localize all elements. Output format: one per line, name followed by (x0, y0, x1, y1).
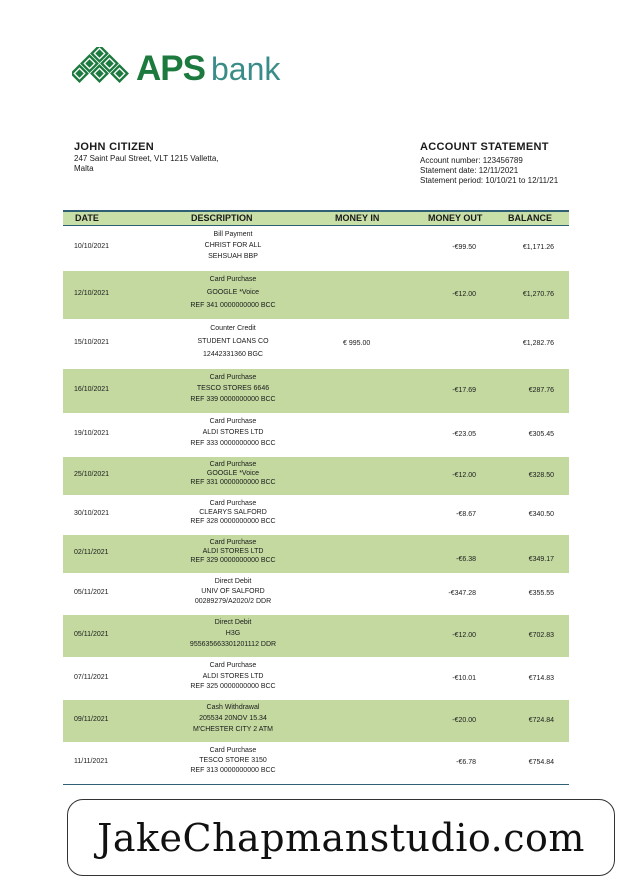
row-description-line: Card Purchase (209, 374, 257, 381)
transactions-table (63, 210, 569, 785)
aps-diamond-logo-icon (72, 47, 130, 91)
table-body (63, 226, 569, 784)
row-money-out: -€8.67 (456, 511, 476, 518)
row-date: 09/11/2021 (74, 716, 109, 723)
row-description-line: SEHSUAH BBP (208, 253, 258, 260)
row-balance: €702.83 (528, 632, 554, 639)
row-money-out: -€10.01 (452, 675, 476, 682)
row-description-line: GOOGLE *Voice (206, 470, 260, 477)
row-balance: €287.76 (528, 387, 554, 394)
table-row (63, 226, 569, 271)
header-description: DESCRIPTION (191, 213, 253, 223)
row-description-line: Card Purchase (209, 747, 257, 754)
row-description-line: Card Purchase (209, 461, 257, 468)
row-date: 10/10/2021 (74, 243, 110, 250)
header-balance: BALANCE (508, 213, 552, 223)
row-description-line: REF 331 0000000000 BCC (190, 479, 276, 486)
row-date: 12/10/2021 (74, 290, 110, 297)
row-description-line: REF 341 0000000000 BCC (190, 302, 276, 309)
table-row (63, 535, 569, 574)
row-description-line: CHRIST FOR ALL (204, 242, 262, 249)
row-money-out: -€99.50 (452, 244, 476, 251)
row-money-out: -€12.00 (452, 632, 476, 639)
row-description-line: Card Purchase (209, 276, 257, 283)
statement-title: ACCOUNT STATEMENT (420, 141, 549, 153)
row-balance: €724.84 (528, 717, 554, 724)
row-description-line: 12442331360 BGC (203, 351, 263, 358)
statement-date-row (420, 166, 558, 176)
statement-period-value: 10/10/21 to 12/11/21 (485, 176, 559, 185)
table-row (63, 369, 569, 414)
row-date: 15/10/2021 (74, 339, 110, 346)
row-description-line: Card Purchase (209, 539, 257, 546)
customer-address-line2: Malta (74, 164, 94, 173)
row-description-line: Card Purchase (209, 500, 257, 507)
row-balance: €340.50 (528, 511, 554, 518)
table-row (63, 320, 569, 369)
row-balance: €305.45 (528, 431, 554, 438)
row-description-line: Cash Withdrawal (206, 704, 260, 711)
header-date: DATE (75, 213, 99, 223)
row-money-out: -€12.00 (452, 472, 476, 479)
row-description-line: TESCO STORE 3150 (199, 757, 267, 764)
row-date: 19/10/2021 (74, 430, 110, 437)
row-date: 05/11/2021 (74, 589, 109, 596)
account-number-value: 123456789 (482, 156, 523, 165)
customer-address-line1: 247 Saint Paul Street, VLT 1215 Valletta, (74, 154, 219, 163)
account-number-row (420, 156, 558, 166)
row-description-line: TESCO STORES 6646 (196, 385, 270, 392)
row-balance: €1,270.76 (522, 291, 554, 298)
customer-name: JOHN CITIZEN (74, 141, 154, 153)
row-date: 30/10/2021 (74, 510, 110, 517)
row-money-out: -€17.69 (452, 387, 476, 394)
row-description-line: H3G (225, 630, 241, 637)
statement-info (420, 142, 558, 186)
row-description-line: GOOGLE *Voice (206, 289, 260, 296)
row-description-line: 205534 20NOV 15.34 (199, 715, 267, 722)
watermark-text: JakeChapmanstudio.com (97, 815, 585, 860)
row-date: 11/11/2021 (74, 758, 108, 765)
row-date: 25/10/2021 (74, 471, 110, 478)
row-money-out: -€6.78 (456, 759, 476, 766)
header-money-out: MONEY OUT (428, 213, 483, 223)
row-date: 05/11/2021 (74, 631, 109, 638)
row-description-line: 00289279/A2020/2 DDR (194, 598, 272, 605)
row-balance: €1,282.76 (522, 340, 554, 347)
bank-logo (72, 46, 280, 92)
table-row (63, 271, 569, 320)
row-description-line: REF 325 0000000000 BCC (190, 683, 276, 690)
row-date: 16/10/2021 (74, 386, 110, 393)
row-balance: €328.50 (528, 472, 554, 479)
row-description-line: REF 313 0000000000 BCC (190, 767, 276, 774)
row-description-line: CLEARYS SALFORD (199, 509, 267, 516)
table-row (63, 658, 569, 700)
row-description-line: Card Purchase (209, 662, 257, 669)
table-row (63, 414, 569, 457)
row-description-line: REF 329 0000000000 BCC (190, 557, 276, 564)
row-description-line: Direct Debit (214, 578, 252, 585)
row-description-line: REF 333 0000000000 BCC (190, 440, 276, 447)
row-description-line: ALDI STORES LTD (202, 548, 264, 555)
row-balance: €714.83 (528, 675, 554, 682)
table-row (63, 457, 569, 496)
statement-date-value: 12/11/2021 (478, 166, 519, 175)
row-money-out: -€6.38 (456, 556, 476, 563)
customer-info (74, 142, 219, 174)
row-description-line: Card Purchase (209, 418, 257, 425)
row-description-line: Counter Credit (210, 325, 256, 332)
row-description-line: REF 339 0000000000 BCC (190, 396, 276, 403)
row-description-line: ALDI STORES LTD (202, 429, 264, 436)
row-description-line: 955635663301201112 DDR (189, 641, 277, 648)
table-row (63, 743, 569, 784)
row-date: 07/11/2021 (74, 674, 109, 681)
row-money-in: € 995.00 (343, 340, 371, 347)
row-description-line: UNIV OF SALFORD (201, 588, 265, 595)
table-row (63, 496, 569, 535)
table-row (63, 700, 569, 743)
statement-period-row (420, 176, 558, 186)
row-balance: €355.55 (528, 590, 554, 597)
row-description-line: Direct Debit (214, 619, 252, 626)
logo-text-aps: APS (136, 49, 205, 88)
row-date: 02/11/2021 (74, 549, 109, 556)
table-row (63, 574, 569, 615)
table-header (63, 210, 569, 226)
row-money-out: -€20.00 (452, 717, 476, 724)
watermark-box (67, 799, 615, 876)
row-description-line: M'CHESTER CITY 2 ATM (192, 726, 274, 733)
header-money-in: MONEY IN (335, 213, 380, 223)
row-money-out: -€347.28 (448, 590, 476, 597)
statement-date-label: Statement date: (420, 166, 477, 175)
row-description-line: STUDENT LOANS CO (197, 338, 269, 345)
row-balance: €1,171.26 (522, 244, 554, 251)
row-money-out: -€23.05 (452, 431, 476, 438)
table-row (63, 615, 569, 658)
row-description-line: ALDI STORES LTD (202, 673, 264, 680)
row-balance: €754.84 (528, 759, 554, 766)
table-bottom-rule (63, 784, 569, 785)
row-description-line: REF 328 0000000000 BCC (190, 518, 276, 525)
row-money-out: -€12.00 (452, 291, 476, 298)
logo-text-bank: bank (210, 50, 281, 87)
row-description-line: Bill Payment (213, 231, 253, 238)
row-balance: €349.17 (528, 556, 554, 563)
statement-period-label: Statement period: (420, 176, 484, 185)
account-number-label: Account number: (420, 156, 481, 165)
